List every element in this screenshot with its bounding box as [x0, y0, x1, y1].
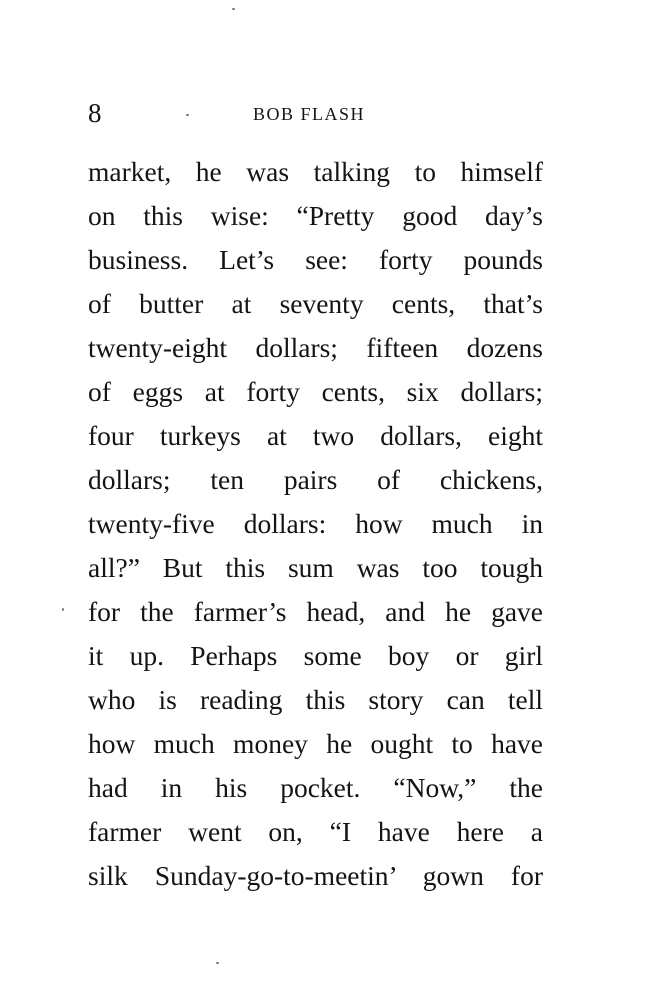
text-line: all?” But this sum was too tough: [88, 552, 543, 583]
text-line: business. Let’s see: forty pounds: [88, 244, 543, 275]
print-speck: [62, 608, 64, 611]
text-line: market, he was talking to himself: [88, 156, 543, 187]
text-line: silk Sunday-go-to-meetin’ gown for: [88, 860, 543, 891]
body-text: [88, 150, 543, 898]
text-line: four turkeys at two dollars, eight: [88, 420, 543, 451]
text-line: it up. Perhaps some boy or girl: [88, 640, 543, 671]
text-line: how much money he ought to have: [88, 728, 543, 759]
text-line: of butter at seventy cents, that’s: [88, 288, 543, 319]
print-speck: [216, 962, 219, 964]
text-line: for the farmer’s head, and he gave: [88, 596, 543, 627]
text-line: twenty-five dollars: how much in: [88, 508, 543, 539]
running-title: BOB FLASH: [253, 104, 366, 124]
text-line: who is reading this story can tell: [88, 684, 543, 715]
print-speck: [186, 114, 189, 116]
text-line: twenty-eight dollars; fifteen dozens: [88, 332, 543, 363]
running-head: [88, 96, 543, 130]
text-line: on this wise: “Pretty good day’s: [88, 200, 543, 231]
page-number: 8: [88, 98, 102, 128]
text-line: farmer went on, “I have here a: [88, 816, 543, 847]
print-speck: [232, 8, 235, 10]
text-line: dollars; ten pairs of chickens,: [88, 464, 543, 495]
text-line: had in his pocket. “Now,” the: [88, 772, 543, 803]
text-line: of eggs at forty cents, six dollars;: [88, 376, 543, 407]
